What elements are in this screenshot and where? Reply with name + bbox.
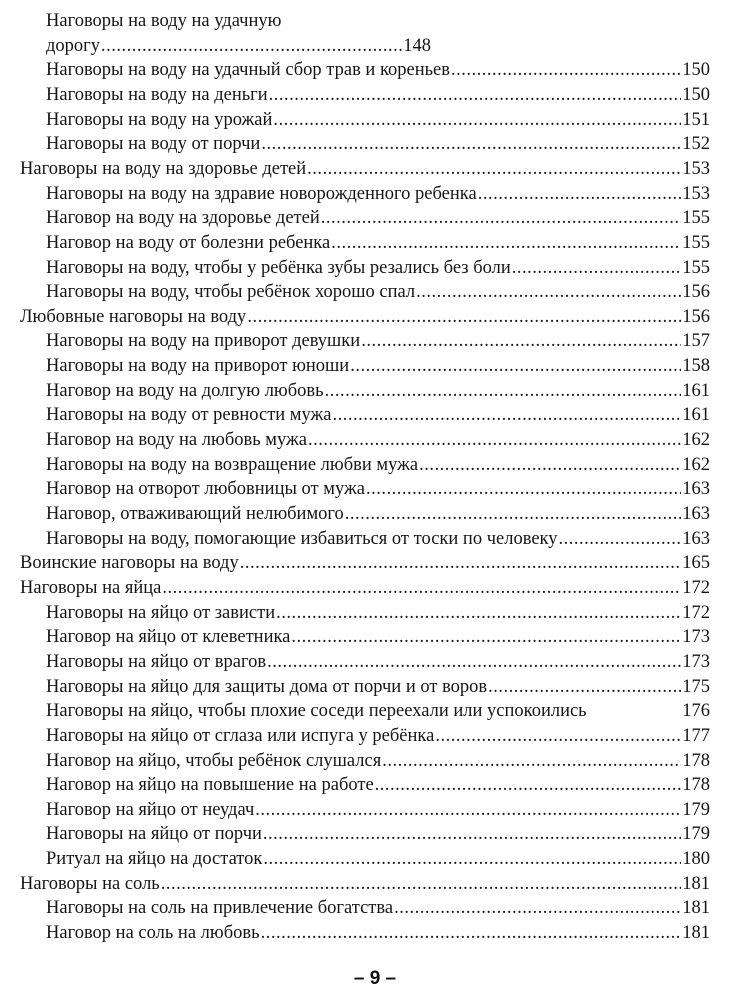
dot-leader <box>240 551 682 575</box>
toc-entry <box>46 675 710 699</box>
toc-entry <box>46 256 710 280</box>
toc-entry <box>46 847 710 871</box>
toc-entry <box>46 921 710 945</box>
toc-entry <box>46 83 710 107</box>
dot-leader <box>394 896 681 920</box>
dot-leader <box>308 428 681 452</box>
toc-page-number: 163 <box>682 528 710 549</box>
dot-leader <box>559 527 682 551</box>
toc-entry-title: Наговоры на воду на урожай <box>46 109 273 130</box>
toc-entry-title: Наговор на яйцо, чтобы ребёнок слушался <box>46 750 382 771</box>
toc-page-number: 175 <box>682 676 710 697</box>
toc-entry <box>46 625 710 649</box>
toc-page-number: 161 <box>682 405 710 426</box>
toc-entry <box>46 182 710 206</box>
toc-entry-title: Наговоры на воду, чтобы ребёнок хорошо спал <box>46 282 416 303</box>
toc-entry-title: Наговоры на яйцо для защиты дома от порчи и от воров <box>46 676 488 697</box>
toc-entry-title: Наговоры на воду от порчи <box>46 134 261 155</box>
toc-page-number: 153 <box>682 183 710 204</box>
dot-leader <box>291 625 681 649</box>
toc-entry-title: Наговор на яйцо на повышение на работе <box>46 775 374 796</box>
toc-entry <box>46 132 710 156</box>
dot-leader <box>261 132 681 156</box>
dot-leader <box>382 749 681 773</box>
dot-leader <box>269 83 682 107</box>
toc-entry <box>46 601 710 625</box>
toc-entry-title: Наговоры на соль на привлечение богатства <box>46 898 394 919</box>
dot-leader <box>162 576 681 600</box>
toc-page-number: 181 <box>682 923 710 944</box>
toc-entry <box>46 206 710 230</box>
toc-entry <box>46 108 710 132</box>
dot-leader <box>263 847 681 871</box>
toc-page-number: 153 <box>682 158 710 179</box>
dot-leader <box>307 157 681 181</box>
dot-leader <box>333 403 682 427</box>
dot-leader <box>161 872 682 896</box>
dot-leader <box>261 921 682 945</box>
toc-page-number: 176 <box>682 701 710 722</box>
dot-leader <box>488 675 681 699</box>
toc-section-title: Любовные наговоры на воду <box>20 306 247 327</box>
toc-page-number: 178 <box>682 775 710 796</box>
toc-section-title: Воинские наговоры на воду <box>20 553 239 574</box>
toc-page-number: 163 <box>682 479 710 500</box>
toc-entry <box>46 527 710 551</box>
toc-entry-title: Наговор на воду на любовь мужа <box>46 430 307 451</box>
toc-entry-title: Наговор на отворот любовницы от мужа <box>46 479 365 500</box>
dot-leader <box>267 650 681 674</box>
dot-leader <box>331 231 681 255</box>
toc-section-title: Наговоры на воду на здоровье детей <box>20 158 307 179</box>
toc-entry-title: Наговор на соль на любовь <box>46 923 260 944</box>
dot-leader <box>478 182 682 206</box>
toc-entry <box>46 477 710 501</box>
dot-leader <box>416 280 681 304</box>
toc-entry-title: Наговоры на воду на удачный сбор трав и кореньев <box>46 60 451 81</box>
dot-leader <box>321 206 682 230</box>
toc-section <box>20 872 710 896</box>
toc-entry-title: дорогу <box>46 35 101 56</box>
toc-entry-title-line: Наговоры на воду на удачную <box>46 11 282 31</box>
toc-entry <box>46 428 710 452</box>
toc-page-number: 158 <box>682 356 710 377</box>
toc-section <box>20 576 710 600</box>
toc-entry-title: Наговоры на воду на деньги <box>46 84 268 105</box>
dot-leader <box>345 502 681 526</box>
toc-page-number: 173 <box>682 651 710 672</box>
toc-entry <box>46 773 710 797</box>
toc-entry <box>46 329 710 353</box>
dot-leader <box>366 477 681 501</box>
toc-page-number: 172 <box>682 577 710 598</box>
toc-section <box>20 157 710 181</box>
toc-entry <box>46 453 710 477</box>
toc-entry <box>46 896 710 920</box>
dot-leader <box>263 822 681 846</box>
dot-leader <box>276 601 681 625</box>
toc-page-number: 179 <box>682 824 710 845</box>
dot-leader <box>435 724 681 748</box>
dot-leader <box>512 256 681 280</box>
toc-entry-title: Наговоры на воду на здравие новорожденного ребенка <box>46 183 477 204</box>
toc-page-number: 150 <box>682 84 710 105</box>
toc-entry-title: Наговоры на яйцо, чтобы плохие соседи переехали или успокоились <box>46 701 587 722</box>
toc-entry-title: Наговор на воду на долгую любовь <box>46 380 324 401</box>
toc-entry <box>46 798 710 822</box>
toc-page-number: 157 <box>682 331 710 352</box>
toc-entry <box>46 58 710 82</box>
toc-entry-title: Наговоры на воду на приворот юноши <box>46 356 350 377</box>
toc-section-title: Наговоры на соль <box>20 873 160 894</box>
toc-entry-title: Наговоры на воду от ревности мужа <box>46 405 332 426</box>
toc-page-number: 181 <box>682 873 710 894</box>
toc-entry <box>46 34 431 58</box>
toc-entry-title: Наговор на яйцо от неудач <box>46 799 255 820</box>
toc-page-number: 155 <box>682 208 710 229</box>
toc-page-number: 162 <box>682 430 710 451</box>
toc-page-number: 163 <box>682 504 710 524</box>
dot-leader <box>419 453 681 477</box>
toc-page-number: 181 <box>682 898 710 919</box>
dot-leader <box>350 354 681 378</box>
toc-entry <box>46 231 710 255</box>
toc-page-number: 155 <box>682 257 710 278</box>
toc-entry-title: Наговоры на воду на приворот девушки <box>46 331 361 352</box>
toc-entry <box>46 403 710 427</box>
toc-entry-title: Наговор на воду на здоровье детей <box>46 208 320 229</box>
dot-leader <box>375 773 682 797</box>
toc-entry-title: Наговор на воду от болезни ребенка <box>46 232 331 253</box>
toc-page-number: 152 <box>682 134 710 155</box>
toc-entry <box>46 822 710 846</box>
dot-leader <box>255 798 681 822</box>
dot-leader <box>451 58 681 82</box>
toc-entry-title: Ритуал на яйцо на достаток <box>46 849 263 870</box>
toc-entry <box>46 379 710 403</box>
toc-page-number: 179 <box>682 799 710 820</box>
toc-section <box>20 305 710 329</box>
toc-entry <box>46 724 710 748</box>
toc-entry <box>46 749 710 773</box>
toc-page-number: 156 <box>682 306 710 327</box>
dot-leader <box>325 379 682 403</box>
toc-page-number: 148 <box>403 35 431 56</box>
toc-entry <box>46 699 710 723</box>
toc-page-number: 180 <box>682 849 710 870</box>
toc-page-number: 165 <box>682 553 710 574</box>
toc-page-number: 177 <box>682 725 710 746</box>
toc-entry-title: Наговор на яйцо от клеветника <box>46 627 291 648</box>
page-number-footer: – 9 – <box>353 968 397 989</box>
toc-section <box>20 551 710 575</box>
toc-entry <box>46 280 710 304</box>
toc-page-number: 178 <box>682 750 710 771</box>
dot-leader <box>273 108 681 132</box>
toc-page-number: 173 <box>682 627 710 648</box>
toc-entry-title: Наговоры на яйцо от зависти <box>46 602 276 623</box>
toc-entry <box>46 354 710 378</box>
toc-entry-title: Наговоры на воду на возвращение любви мужа <box>46 454 419 475</box>
dot-leader <box>361 329 681 353</box>
toc-page-number: 162 <box>682 454 710 475</box>
toc-page-number: 161 <box>682 380 710 401</box>
toc-entry-title: Наговоры на яйцо от порчи <box>46 824 262 845</box>
toc-entry <box>46 502 710 526</box>
toc-page-number: 151 <box>682 109 710 130</box>
toc-entry-title: Наговоры на яйцо от врагов <box>46 651 267 672</box>
toc-page-number: 155 <box>682 232 710 253</box>
toc-entry-title: Наговор, отваживающий нелюбимого <box>46 504 344 524</box>
toc-entry <box>46 650 710 674</box>
toc-section-title: Наговоры на яйца <box>20 577 162 598</box>
dot-leader <box>247 305 681 329</box>
toc-page-number: 156 <box>682 282 710 303</box>
toc-page-number: 172 <box>682 602 710 623</box>
dot-leader <box>101 34 402 58</box>
toc-page-number: 150 <box>682 60 710 81</box>
toc-entry-title: Наговоры на яйцо от сглаза или испуга у ребёнка <box>46 725 435 746</box>
toc-entry-title: Наговоры на воду, чтобы у ребёнка зубы резались без боли <box>46 257 511 278</box>
toc-entry-title: Наговоры на воду, помогающие избавиться от тоски по человеку <box>46 528 558 549</box>
